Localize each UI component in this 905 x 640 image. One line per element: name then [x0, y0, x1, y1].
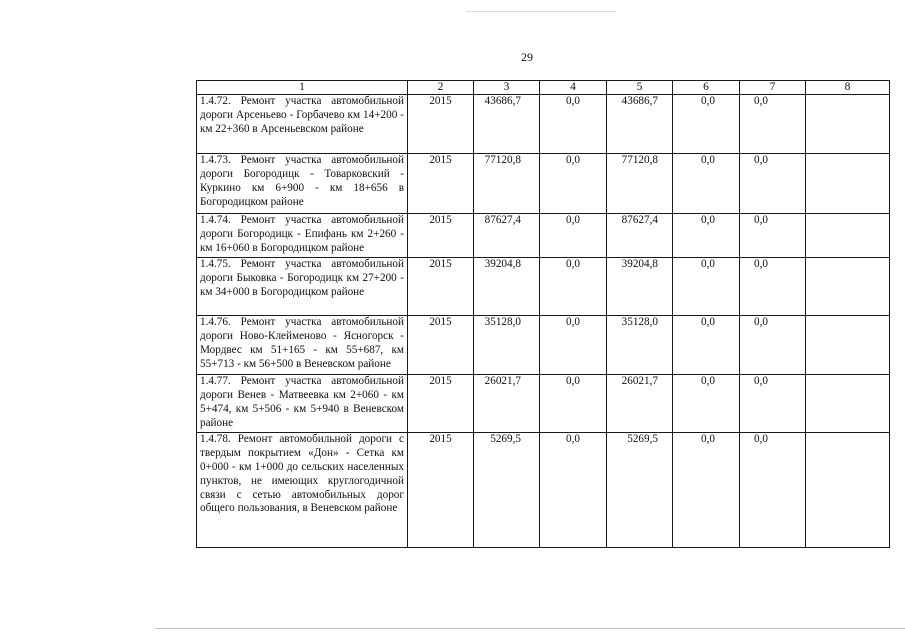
row-year: 2015	[408, 375, 474, 433]
table-header-row	[197, 81, 890, 95]
table-row	[197, 433, 890, 548]
row-col6: 0,0	[673, 375, 740, 433]
column-header-7: 7	[740, 81, 806, 95]
table-row	[197, 154, 890, 214]
row-col7: 0,0	[740, 433, 806, 548]
column-header-2: 2	[408, 81, 474, 95]
row-description: 1.4.74. Ремонт участка автомобильной дороги Богородицк - Епифань км 2+260 - км 16+060 в Богородицком районе	[197, 214, 408, 258]
row-year: 2015	[408, 214, 474, 258]
row-col6: 0,0	[673, 154, 740, 214]
row-col5: 39204,8	[607, 258, 673, 316]
row-total: 43686,7	[474, 95, 540, 154]
page-number: 29	[521, 50, 533, 64]
row-col7: 0,0	[740, 375, 806, 433]
row-description: 1.4.78. Ремонт автомобильной дороги с твердым покрытием «Дон» - Сетка км 0+000 - км 1+000 до сельских населенных пунктов, не имеющих круглогодичной связи с сетью автомобильных дорог общего пользования, в Веневском районе	[197, 433, 408, 548]
row-description: 1.4.73. Ремонт участка автомобильной дороги Богородицк - Товарковский - Куркино км 6+900 - км 18+656 в Богородицком районе	[197, 154, 408, 214]
column-header-8: 8	[806, 81, 890, 95]
row-description: 1.4.77. Ремонт участка автомобильной дороги Венев - Матвеевка км 2+060 - км 5+474, км 5+506 - км 5+940 в Веневском районе	[197, 375, 408, 433]
row-description: 1.4.75. Ремонт участка автомобильной дороги Быковка - Богородицк км 27+200 - км 34+000 в Богородицком районе	[197, 258, 408, 316]
row-col8	[806, 433, 890, 548]
program-table	[196, 80, 890, 548]
column-header-1: 1	[197, 81, 408, 95]
row-col8	[806, 154, 890, 214]
row-total: 77120,8	[474, 154, 540, 214]
row-col7: 0,0	[740, 258, 806, 316]
row-col8	[806, 316, 890, 375]
row-col4: 0,0	[540, 375, 607, 433]
row-col5: 43686,7	[607, 95, 673, 154]
row-year: 2015	[408, 154, 474, 214]
table-row	[197, 375, 890, 433]
row-year: 2015	[408, 316, 474, 375]
row-col5: 87627,4	[607, 214, 673, 258]
row-col4: 0,0	[540, 95, 607, 154]
row-col5: 5269,5	[607, 433, 673, 548]
row-year: 2015	[408, 258, 474, 316]
row-col4: 0,0	[540, 433, 607, 548]
row-col8	[806, 95, 890, 154]
row-col6: 0,0	[673, 433, 740, 548]
row-col7: 0,0	[740, 154, 806, 214]
table-row	[197, 214, 890, 258]
table-row	[197, 316, 890, 375]
row-col8	[806, 214, 890, 258]
row-total: 35128,0	[474, 316, 540, 375]
row-col6: 0,0	[673, 316, 740, 375]
row-col7: 0,0	[740, 316, 806, 375]
row-col4: 0,0	[540, 316, 607, 375]
row-col4: 0,0	[540, 258, 607, 316]
row-col8	[806, 258, 890, 316]
column-header-3: 3	[474, 81, 540, 95]
row-col6: 0,0	[673, 95, 740, 154]
row-col4: 0,0	[540, 214, 607, 258]
scan-artifact-bottom-line	[155, 628, 905, 629]
column-header-4: 4	[540, 81, 607, 95]
row-col5: 35128,0	[607, 316, 673, 375]
row-total: 26021,7	[474, 375, 540, 433]
table-row	[197, 95, 890, 154]
row-total: 39204,8	[474, 258, 540, 316]
row-year: 2015	[408, 95, 474, 154]
row-col5: 77120,8	[607, 154, 673, 214]
row-col8	[806, 375, 890, 433]
row-col6: 0,0	[673, 258, 740, 316]
table-row	[197, 258, 890, 316]
row-total: 87627,4	[474, 214, 540, 258]
row-description: 1.4.72. Ремонт участка автомобильной дороги Арсеньево - Горбачево км 14+200 - км 22+360 в Арсеньевском районе	[197, 95, 408, 154]
row-col5: 26021,7	[607, 375, 673, 433]
row-year: 2015	[408, 433, 474, 548]
row-col6: 0,0	[673, 214, 740, 258]
row-description: 1.4.76. Ремонт участка автомобильной дороги Ново-Клейменово - Ясногорск - Мордвес км 51+165 - км 55+687, км 55+713 - км 56+500 в Веневском районе	[197, 316, 408, 375]
row-col4: 0,0	[540, 154, 607, 214]
row-col7: 0,0	[740, 95, 806, 154]
row-col7: 0,0	[740, 214, 806, 258]
scan-artifact-top-line	[466, 11, 616, 12]
column-header-5: 5	[607, 81, 673, 95]
column-header-6: 6	[673, 81, 740, 95]
row-total: 5269,5	[474, 433, 540, 548]
